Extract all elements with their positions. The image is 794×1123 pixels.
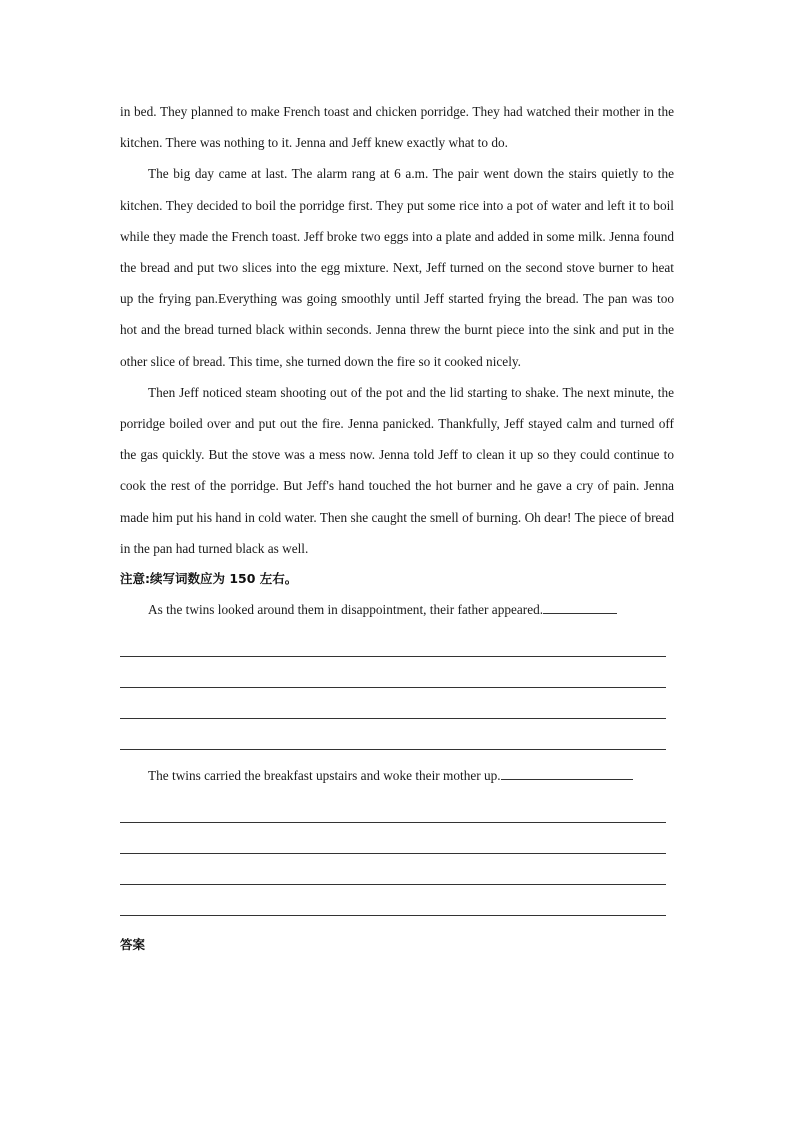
story-paragraph-2: The big day came at last. The alarm rang at 6 a.m. The pair went down the stairs quietly to the kitchen. They decided to boil the porridge first. They put some rice into a pot of water and left it to boil while they made the French toast. Jeff broke two eggs into a plate and added in some milk. Jenna found the bread and put two slices into the egg mixture. Next, Jeff turned on the second stove burner to heat up the frying pan.Everything was going smoothly until Jeff started frying the bread. The pan was too hot and the bread turned black within seconds. Jenna threw the burnt piece into the sink and put in the other slice of bread. This time, she turned down the fire so it cooked nicely. [120, 166, 674, 369]
writing-line[interactable] [120, 626, 666, 657]
inline-blank-2[interactable] [501, 765, 633, 780]
prompt-sentence-1 [120, 594, 674, 626]
writing-line[interactable] [120, 719, 666, 750]
writing-line[interactable] [120, 657, 666, 688]
writing-line[interactable] [120, 823, 666, 854]
writing-line[interactable] [120, 854, 666, 885]
story-paragraph-1: in bed. They planned to make French toast and chicken porridge. They had watched their mother in the kitchen. There was nothing to it. Jenna and Jeff knew exactly what to do. [120, 104, 674, 151]
continuation-section-1 [120, 594, 674, 750]
continuation-section-2 [120, 760, 674, 916]
document-page [120, 96, 674, 960]
story-paragraph-3: Then Jeff noticed steam shooting out of the pot and the lid starting to shake. The next minute, the porridge boiled over and put out the fire. Jenna panicked. Thankfully, Jeff stayed calm and turned off the gas quickly. But the stove was a mess now. Jenna told Jeff to clean it up so they could continue to cook the rest of the porridge. But Jeff's hand touched the hot burner and he gave a cry of pain. Jenna made him put his hand in cold water. Then she caught the smell of burning. Oh dear! The piece of bread in the pan had turned black as well. [120, 384, 674, 556]
prompt-sentence-2 [120, 760, 674, 792]
word-count-note: 注意:续写词数应为 150 左右。 [120, 571, 298, 587]
writing-line[interactable] [120, 792, 666, 823]
answer-heading: 答案 [120, 937, 146, 953]
prompt-text-1: As the twins looked around them in disappointment, their father appeared. [148, 602, 544, 618]
writing-line[interactable] [120, 885, 666, 916]
inline-blank-1[interactable] [543, 599, 617, 614]
prompt-text-2: The twins carried the breakfast upstairs and woke their mother up. [148, 768, 501, 784]
writing-line[interactable] [120, 688, 666, 719]
